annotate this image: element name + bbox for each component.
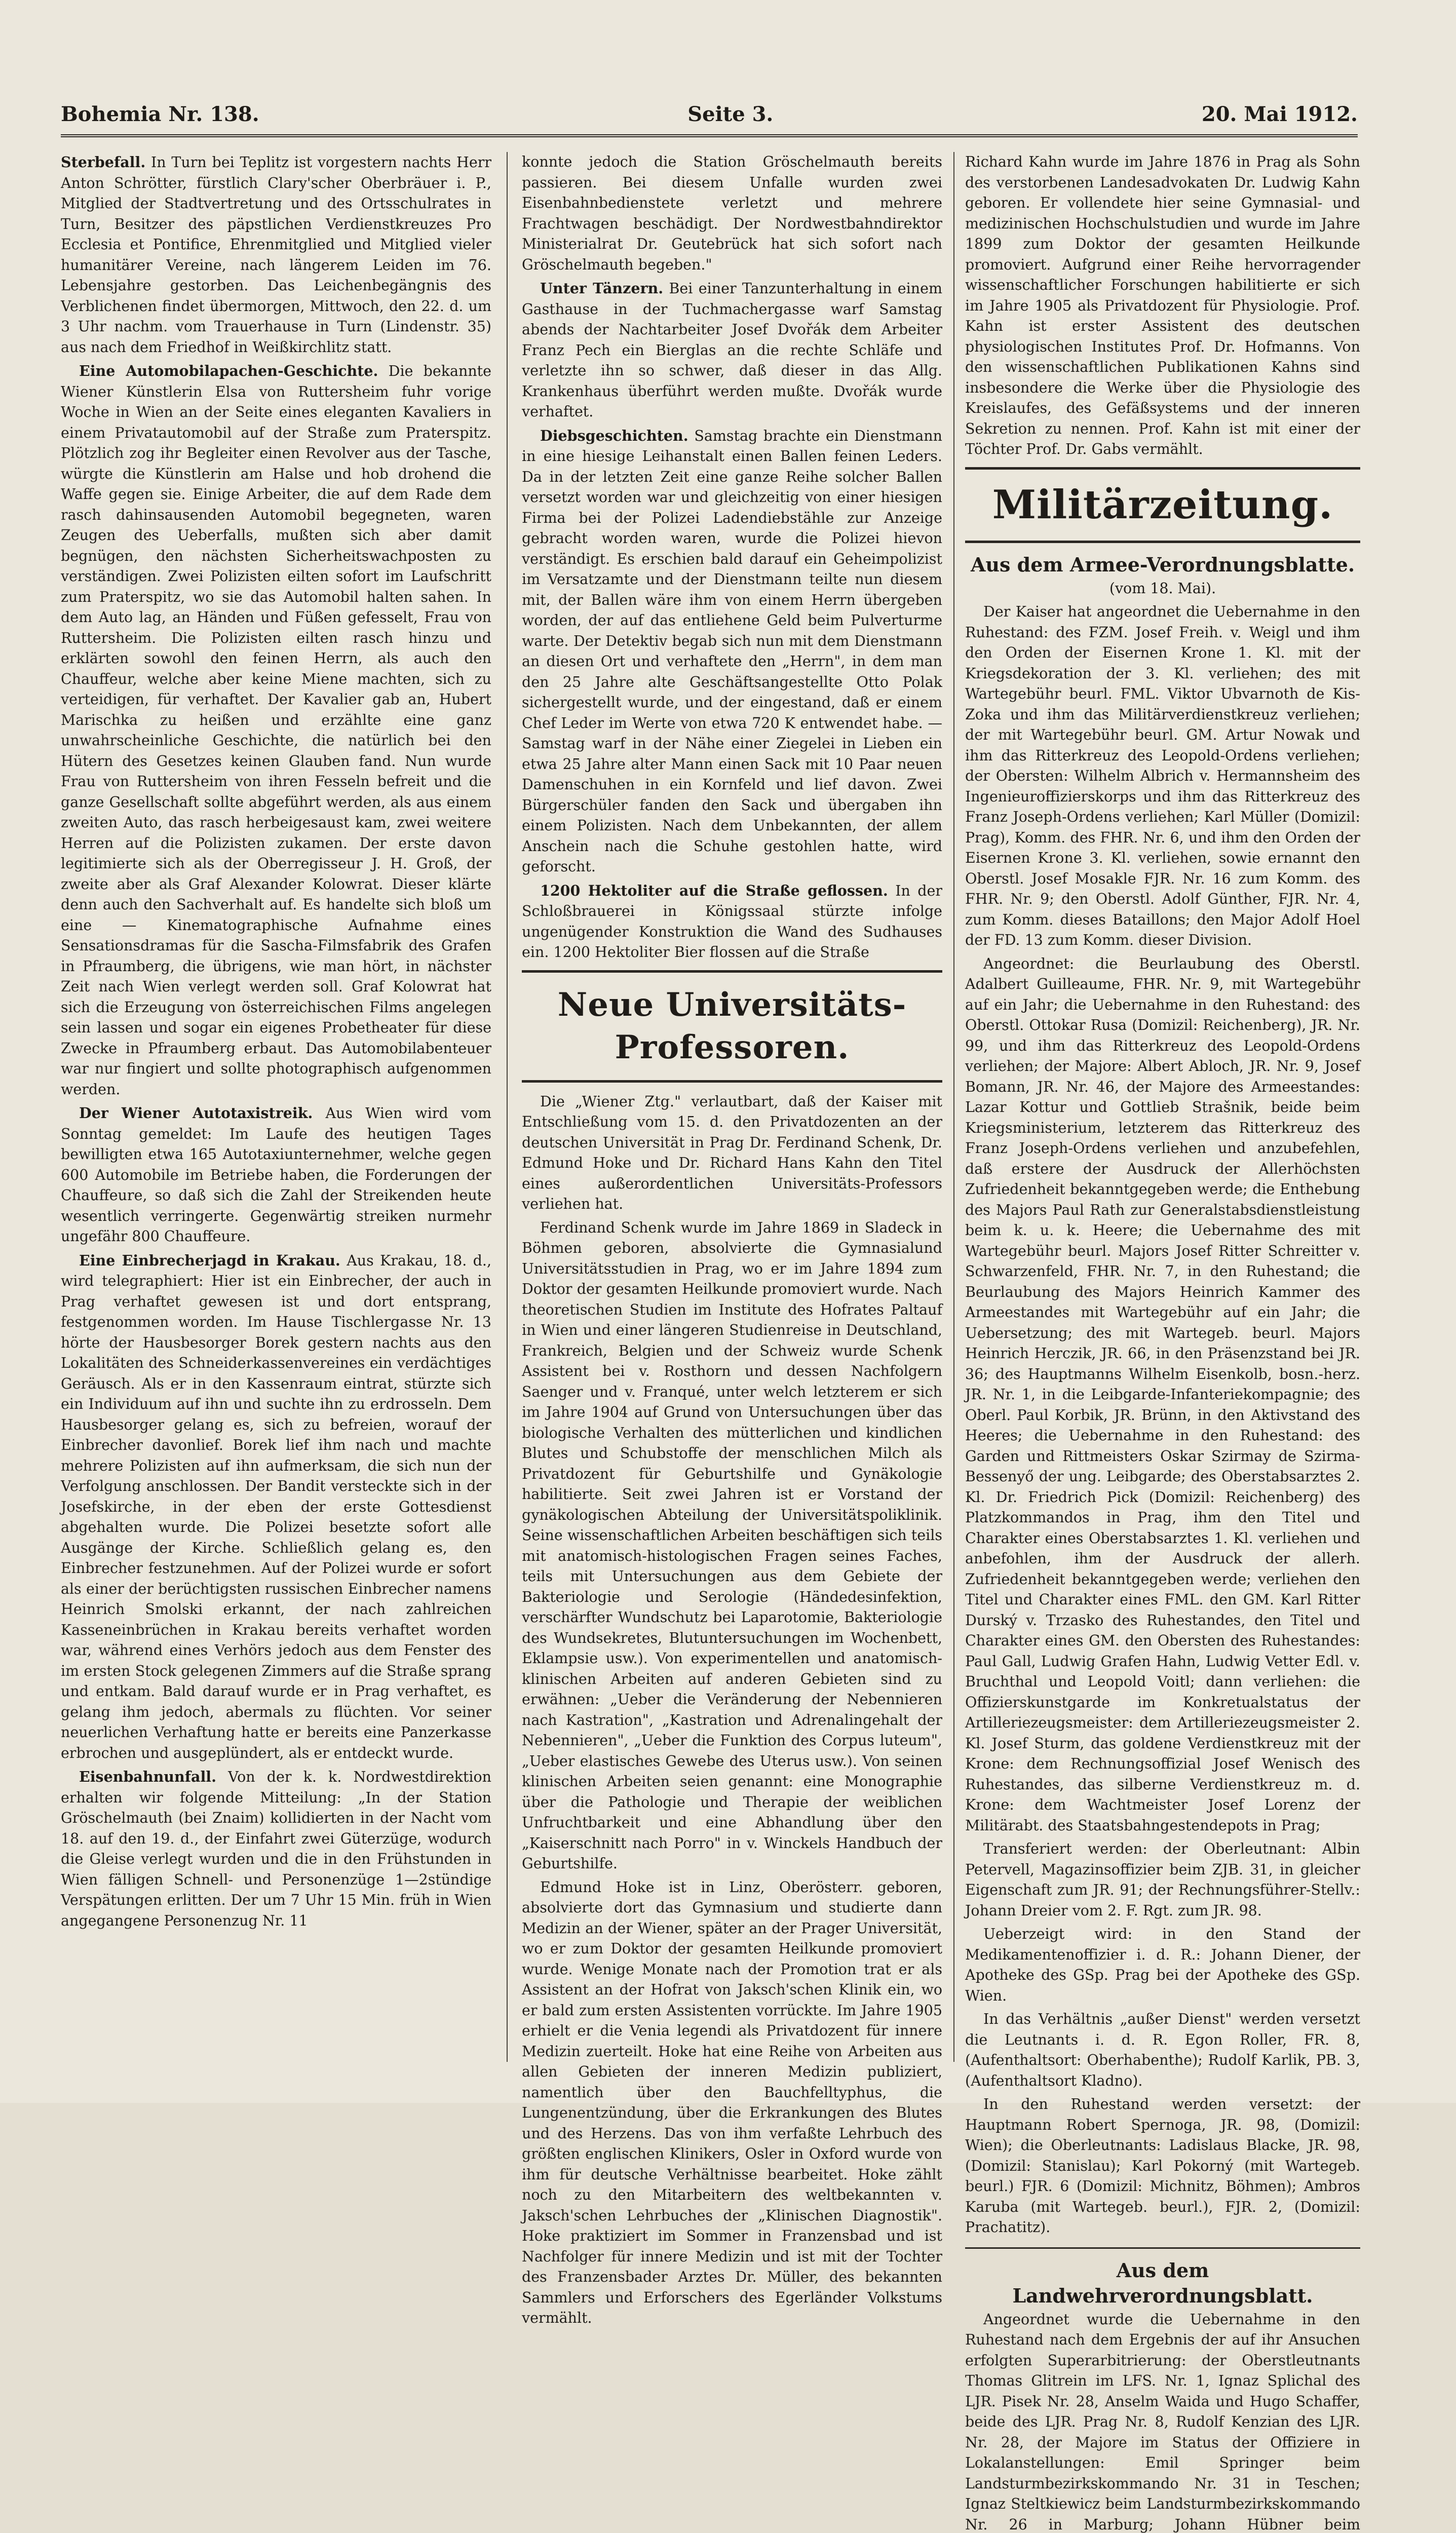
article-body: In Turn bei Teplitz ist vorgestern nachts Herr Anton Schrötter, fürstlich Clary'scher Oberbräuer i. P., Mitglied der Stadtvertretung und des Ortsschulrates in Turn, Besitzer des päpstlichen Verdienstkreuzes Pro Ecclesia et Pontifice, Ehrenmitglied und Mitglied vieler humanitärer Vereine, nach längerem Leiden im 76. Lebensjahre gestorben. Das Leichenbegängnis des Verblichenen findet übermorgen, Mittwoch, den 22. d. um 3 Uhr nachm. vom Trauerhause in Turn (Lindenstr. 35) aus nach dem Friedhof in Weißkirchlitz statt. xyxy=(61,154,491,356)
article-einbrecherjagd xyxy=(61,1250,491,1764)
article-body: Aus Wien wird vom Sonntag gemeldet: Im Laufe des heutigen Tages bewilligten etwa 165 Autotaxiunternehmer, welche gegen 600 Automobile im Betriebe haben, die Forderungen der Chauffeure, so daß sich die Zahl der Streikenden heute wesentlich verringerte. Gegenwärtig streiken nurmehr ungefähr 800 Chauffeure. xyxy=(61,1105,491,1245)
article-heading: Diebsgeschichten. xyxy=(540,427,688,444)
column-1 xyxy=(61,152,491,2067)
page-header xyxy=(61,94,1358,137)
article-unter-taenzern xyxy=(522,278,942,423)
article-hoke: Edmund Hoke ist in Linz, Oberösterr. geboren, absolvierte dort das Gymnasium und studierte dann Medizin an der Wiener, später an der Prager Universität, wo er zum Doktor der gesamten Heilkunde promoviert wurde. Wenige Monate nach der Promotion trat er als Assistent an der Hofrat von Jaksch'schen Klinik ein, wo er bald zum ersten Assistenten vorrückte. Im Jahre 1905 erhielt er die Venia legendi als Privatdozent für innere Medizin zuerteilt. Hoke hat eine Reihe von Arbeiten aus allen Gebieten der inneren Medizin publiziert, namentlich über den Bauchfelltyphus, die Lungenentzündung, über die Erkrankungen des Blutes und des Herzens. Das von ihm verfaßte Lehrbuch des größten englischen Klinikers, Osler in Oxford wurde von ihm für deutsche Verhältnisse bearbeitet. Hoke zählt noch zu den Mitarbeitern des weltbekannten v. Jaksch'schen Lehrbuches der „Klinischen Diagnostik". Hoke praktiziert im Sommer in Franzensbad und ist Nachfolger für innere Medizin und ist mit der Tochter des Franzensbader Arztes Dr. Müller, des bekannten Sammlers und Erforschers des Egerländer Volkstums vermählt. xyxy=(522,1877,942,2329)
article-eisenbahnunfall-cont: konnte jedoch die Station Gröschelmauth bereits passieren. Bei diesem Unfalle wurden zwei Eisenbahnbedienstete verletzt und mehrere Frachtwagen beschädigt. Der Nordwestbahndirektor Ministerialrat Dr. Geutebrück hat sich sofort nach Gröschelmauth begeben." xyxy=(522,152,942,275)
article-body: Aus Krakau, 18. d., wird telegraphiert: Hier ist ein Einbrecher, der auch in Prag verhaftet gewesen ist und dort entsprang, festgenommen worden. Im Hause Tischlergasse Nr. 13 hörte der Hausbesorger Borek gestern nachts aus den Lokalitäten des Schneiderkassenvereines ein verdächtiges Geräusch. Als er in den Kassenraum eintrat, stürzte sich ein Individuum auf ihn und suchte ihn zu erdrosseln. Dem Hausbesorger gelang es, sich zu befreien, worauf der Einbrecher davonlief. Borek lief ihm nach und machte mehrere Polizisten auf ihn aufmerksam, die sich nun der Verfolgung anschlossen. Der Bandit versteckte sich in der Josefskirche, in der eben der erste Gottesdienst abgehalten wurde. Die Polizei besetzte sofort alle Ausgänge der Kirche. Schließlich gelang es, den Einbrecher festzunehmen. Auf der Polizei wurde er sofort als einer der berüchtigsten russischen Einbrecher namens Heinrich Smolski erkannt, der nach zahlreichen Kasseneinbrüchen in Krakau bereits verhaftet worden war, während eines Verhörs jedoch aus dem Fenster des im ersten Stock gelegenen Zimmers auf die Straße sprang und entkam. Bald darauf wurde er in Prag verhaftet, es gelang ihm jedoch, abermals zu flüchten. Vor seiner neuerlichen Verhaftung hatte er bereits eine Panzerkasse erbrochen und ausgeplündert, als er entdeckt wurde. xyxy=(61,1252,491,1761)
article-hektoliter xyxy=(522,880,942,963)
page-number: Seite 3. xyxy=(687,102,773,126)
article-body: Die bekannte Wiener Künstlerin Elsa von Ruttersheim fuhr vorige Woche in Wien an der Seite eines eleganten Kavaliers in einem Privatautomobil auf der Straße zum Praterspitz. Plötzlich zog ihr Begleiter einen Revolver aus der Tasche, würgte die Künstlerin am Halse und hob drohend die Waffe gegen sie. Einige Arbeiter, die auf dem Rade dem rasch dahinsausenden Automobil begegneten, waren Zeugen des Ueberfalls, mußten sich aber damit begnügen, den nächsten Sicherheitswachposten zu verständigen. Zwei Polizisten eilten sofort im Laufschritt zum Praterspitz, wo sie das Automobil halten sahen. In dem Auto lag, an Händen und Füßen gefesselt, Frau von Ruttersheim. Die Polizisten eilten rasch hinzu und erklärten sowohl den feinen Herrn, als auch den Chauffeur, welche aber keine Miene machten, sich zu verteidigen, für verhaftet. Der Kavalier gab an, Hubert Marischka zu heißen und erzählte eine ganz unwahrscheinliche Geschichte, die natürlich bei den Hütern des Gesetzes keinen Glauben fand. Nun wurde Frau von Ruttersheim von ihren Fesseln befreit und die ganze Gesellschaft sollte abgeführt werden, als aus einem zweiten Auto, das rasch herbeigesaust kam, zwei weitere Herren auf die Polizisten zukamen. Der erste davon legitimierte sich als der Oberregisseur J. H. Groß, der zweite aber als Graf Alexander Kolowrat. Dieser klärte denn auch den Sachverhalt auf. Es handelte sich bloß um eine — Kinematographische Aufnahme eines Sensationsdramas für die Sascha-Filmsfabrik des Grafen in Pfraumberg, die übrigens, wie man hört, in nächster Zeit nach Wien verlegt werden soll. Graf Kolowrat hat sich die Erzeugung von österreichischen Films angelegen sein lassen und sogar ein eigenes Probetheater für diese Zwecke in Pfraumberg erbaut. Das Automobilabenteuer war nur fingiert und sollte photographisch aufgenommen werden. xyxy=(61,363,491,1098)
issue-date: 20. Mai 1912. xyxy=(1202,102,1358,126)
article-kahn: Richard Kahn wurde im Jahre 1876 in Prag als Sohn des verstorbenen Landesadvokaten Dr. Ludwig Kahn geboren. Er vollendete hier seine Gymnasial- und medizinischen Hochschulstudien und wurde im Jahre 1899 zum Doktor der gesamten Heilkunde promoviert. Aufgrund einer Reihe hervorragender wissenschaftlicher Forschungen habilitierte er sich im Jahre 1905 als Privatdozent für Physiologie. Prof. Kahn ist erster Assistent des deutschen physiologischen Institutes Prof. Dr. Hofmanns. Von den wissenschaftlichen Publikationen Kahns sind insbesondere die Werke über die Physiologie des Kreislaufes, des Gefäßsystems und der inneren Sekretion zu nennen. Prof. Kahn ist mit einer der Töchter Prof. Dr. Gabs vermählt. xyxy=(965,152,1360,460)
subsection-armee-verordnungsblatt: Aus dem Armee-Verordnungsblatte. xyxy=(965,552,1360,578)
military-paragraph: Transferiert werden: der Oberleutnant: Albin Petervell, Magazinsoffizier beim ZJB. 31, in gleicher Eigenschaft zum JR. 91; der Rechnungsführer-Stellv.: Johann Dreier vom 2. F. Rgt. zum JR. 98. xyxy=(965,1839,1360,1921)
column-2 xyxy=(522,152,942,2067)
article-heading: 1200 Hektoliter auf die Straße geflossen. xyxy=(540,882,888,899)
article-professoren-intro: Die „Wiener Ztg." verlautbart, daß der Kaiser mit Entschließung vom 15. d. den Privatdozenten an der deutschen Universität in Prag Dr. Ferdinand Schenk, Dr. Edmund Hoke und Dr. Richard Hans Kahn den Titel eines außerordentlichen Universitäts-Professors verliehen hat. xyxy=(522,1092,942,1215)
article-body: Samstag brachte ein Dienstmann in eine hiesige Leihanstalt einen Ballen feinen Leders. Da in der letzten Zeit eine ganze Reihe solcher Ballen versetzt worden war und gleichzeitig von einer hiesigen Firma bei der Polizei Ladendiebstähle zur Anzeige gebracht worden waren, wurde die Polizei hievon verständigt. Es erschien bald darauf ein Geheimpolizist im Versatzamte und der Dienstmann teilte nun diesem mit, der Ballen wäre ihm von einem Herrn übergeben worden, der auf das entliehene Geld beim Pulverturme warte. Der Detektiv begab sich nun mit dem Dienstmann an diesen Ort und verhaftete den „Herrn", in dem man den 25 Jahre alte Geschäftsangestellte Otto Polak sichergestellt wurde, und der eingestand, daß er einem Chef Leder im Werte von etwa 720 K entwendet habe. — Samstag warf in der Nähe einer Ziegelei in Lieben ein etwa 25 Jahre alter Mann einen Sack mit 10 Paar neuen Damenschuhen in ein Kornfeld und lief davon. Zwei Bürgerschüler fanden den Sack und übergaben ihn einem Polizisten. Nach dem Unbekannten, der allem Anschein nach die Schuhe gestohlen hatte, wird geforscht. xyxy=(522,428,942,875)
article-heading: Eine Einbrecherjagd in Krakau. xyxy=(79,1252,340,1269)
subsection-landwehr-verordnungsblatt: Aus dem Landwehrverordnungsblatt. xyxy=(965,2258,1360,2309)
column-3 xyxy=(965,152,1360,2067)
article-heading: Unter Tänzern. xyxy=(540,280,663,297)
article-body: Von der k. k. Nordwestdirektion erhalten wir folgende Mitteilung: „In der Station Gröschelmauth (bei Znaim) kollidierten in der Nacht vom 18. auf den 19. d., der Einfahrt zwei Güterzüge, wodurch die Gleise verlegt wurden und die in den Frühstunden in Wien fälligen Schnell- und Personenzüge 1—2stündige Verspätungen erlitten. Der um 7 Uhr 15 Min. früh in Wien angegangene Personenzug Nr. 11 xyxy=(61,1769,491,1929)
military-paragraph: Angeordnet: die Beurlaubung des Oberstl. Adalbert Guilleaume, FHR. Nr. 9, mit Wartegebühr auf ein Jahr; die Uebernahme in den Ruhestand: des Oberstl. Ottokar Rusa (Domizil: Reichenberg), JR. Nr. 99, und ihm das Ritterkreuz des Leopold-Ordens verliehen; der Majore: Albert Abloch, JR. Nr. 9, Josef Bomann, JR. Nr. 46, der Majore des Armeestandes: Lazar Kottur und Gottlieb Strašnik, beide beim Kriegsministerium, letzterem das Ritterkreuz des Franz Joseph-Ordens verliehen und anzubefehlen, daß erstere der Ausdruck der Allerhöchsten Zufriedenheit bekanntgegeben werde; die Enthebung des Majors Paul Rath zur Generalstabsdienstleistung beim k. u. k. Heere; die Uebernahme des mit Wartegebühr beurl. Majors Josef Ritter Schreitter v. Schwarzenfeld, FHR. Nr. 7, in den Ruhestand; die Beurlaubung des Majors Heinrich Kammer des Armeestandes mit Wartegebühr auf ein Jahr; die Uebersetzung; des mit Wartegeb. beurl. Majors Heinrich Herczik, JR. 66, in den Präsenzstand bei JR. 36; des Hauptmanns Wilhelm Eisenkolb, bosn.-herz. JR. Nr. 1, in die Leibgarde-Infanteriekompagnie; des Oberl. Paul Korbik, JR. Brünn, in den Aktivstand des Heeres; die Uebernahme in den Ruhestand: des Garden und Rittmeisters Oskar Szirmay de Szirma-Bessenyő der ung. Leibgarde; des Oberstabsarztes 2. Kl. Dr. Friedrich Pick (Domizil: Reichenberg) des Platzkommandos in Prag, ihm den Titel und Charakter eines Oberstabsarztes 1. Kl. verliehen und anbefohlen, ihm der Ausdruck der allerh. Zufriedenheit bekanntgegeben werde; verliehen den Titel und Charakter eines FML. den GM. Karl Ritter Durský v. Trzasko des Ruhestandes, den Titel und Charakter eines GM. den Obersten des Ruhestandes: Paul Gall, Ludwig Grafen Hahn, Ludwig Vetter Edl. v. Bruchthal und Leopold Voitl; dann verliehen: die Offizierskunstgarde im Konkretualstatus der Artilleriezeugsmeister: dem Artilleriezeugsmeister 2. Kl. Josef Sturm, das goldene Verdienstkreuz mit der Krone: dem Rechnungsoffizial Josef Wenisch des Ruhestandes, das silberne Verdienstkreuz m. d. Krone: dem Wachtmeister Josef Lorenz der Militärabt. des Staatsbahngestendepots in Prag; xyxy=(965,954,1360,1836)
article-eisenbahnunfall xyxy=(61,1767,491,1931)
military-paragraph: In das Verhältnis „außer Dienst" werden versetzt die Leutnants i. d. R. Egon Roller, FR. 8, (Aufenthaltsort: Oberhabenthe); Rudolf Karlik, PB. 3, (Aufenthaltsort Kladno). xyxy=(965,2009,1360,2091)
article-heading: Der Wiener Autotaxistreik. xyxy=(79,1104,313,1122)
military-paragraph: Ueberzeigt wird: in den Stand der Medikamentenoffizier i. d. R.: Johann Diener, der Apotheke des GSp. Prag bei der Apotheke des GSp. Wien. xyxy=(965,1924,1360,2006)
article-diebsgeschichten xyxy=(522,426,942,877)
article-sterbefall xyxy=(61,152,491,358)
article-body: In der Schloßbrauerei in Königssaal stürzte infolge ungenügender Konstruktion die Wand des Sudhauses ein. 1200 Hektoliter Bier flossen auf die Straße xyxy=(522,882,942,961)
military-paragraph: In den Ruhestand werden versetzt: der Hauptmann Robert Spernoga, JR. 98, (Domizil: Wien); die Oberleutnants: Ladislaus Blacke, JR. 98, (Domizil: Stanislau); Karl Pokorný (mit Wartegeb. beurl.) FJR. 6 (Domizil: Michnitz, Böhmen); Ambros Karuba (mit Wartegeb. beurl.), FJR. 2, (Domizil: Prachatitz). xyxy=(965,2094,1360,2238)
article-body: Bei einer Tanzunterhaltung in einem Gasthause in der Tuchmachergasse warf Samstag abends der Nachtarbeiter Josef Dvořák dem Arbeiter Franz Pech ein Bierglas an die rechte Schläfe und verletzte ihn so schwer, daß dieser in das Allg. Krankenhaus überführt werden mußte. Dvořák wurde verhaftet. xyxy=(522,280,942,420)
section-title-professoren: Neue Universitäts-Professoren. xyxy=(522,970,942,1083)
article-heading: Sterbefall. xyxy=(61,153,145,171)
military-paragraph: Angeordnet wurde die Uebernahme in den Ruhestand nach dem Ergebnis der auf ihr Ansuchen erfolgten Superarbitrierung: der Oberstleutnants Thomas Glitrein im LFS. Nr. 1, Ignaz Splichal des LJR. Pisek Nr. 28, Anselm Waida und Hugo Schaffer, beide des LJR. Prag Nr. 8, Rudolf Kenzian des LJR. Nr. 28, der Majore im Status der Offiziere in Lokalanstellungen: Emil Springer beim Landsturmbezirkskommando Nr. 31 in Teschen; Ignaz Steltkiewicz beim Landsturmbezirkskommando Nr. 26 in Marburg; Johann Hübner beim xyxy=(965,2310,1360,2533)
section-divider xyxy=(965,2247,1360,2249)
military-paragraph: Der Kaiser hat angeordnet die Uebernahme in den Ruhestand: des FZM. Josef Freih. v. Weigl und ihm den Orden der Eisernen Krone 1. Kl. mit der Kriegsdekoration der 3. Kl. verliehen; des mit Wartegebühr beurl. FML. Viktor Ubvarnoth de Kis-Zoka und ihm das Militärverdienstkreuz verliehen; der mit Wartegebühr beurl. GM. Artur Nowak und ihm das Ritterkreuz des Leopold-Ordens verliehen; der Obersten: Wilhelm Albrich v. Hermannsheim des Ingenieuroffizierskorps und ihm das Ritterkreuz des Franz Joseph-Ordens verliehen; Karl Müller (Domizil: Prag), Komm. des FHR. Nr. 6, und ihm den Orden der Eisernen Krone 3. Kl. verliehen, sowie ernannt den Oberstl. Josef Mosakle FJR. Nr. 16 zum Komm. des FHR. Nr. 9; den Oberstl. Adolf Günther, FJR. Nr. 4, zum Komm. dieses Bataillons; den Major Adolf Hoel der FD. 13 zum Komm. dieser Division. xyxy=(965,602,1360,951)
article-heading: Eine Automobilapachen-Geschichte. xyxy=(79,362,378,379)
subsection-date: (vom 18. Mai). xyxy=(965,579,1360,599)
issue-label: Bohemia Nr. 138. xyxy=(61,102,259,126)
article-schenk: Ferdinand Schenk wurde im Jahre 1869 in Sladeck in Böhmen geboren, absolvierte die Gymnasialund Universitätsstudien in Prag, wo er im Jahre 1894 zum Doktor der gesamten Heilkunde promoviert wurde. Nach theoretischen Studien im Institute des Hofrates Paltauf in Wien und einer längeren Studienreise in Deutschland, Frankreich, Belgien und der Schweiz wurde Schenk Assistent bei v. Rosthorn und dessen Nachfolgern Saenger und v. Franqué, unter welch letzterem er sich im Jahre 1904 auf Grund von Untersuchungen über das biologische Verhalten des mütterlichen und kindlichen Blutes und Schubstoffe der menschlichen Milch als Privatdozent für Geburtshilfe und Gynäkologie habilitierte. Seit zwei Jahren ist er Vorstand der gynäkologischen Abteilung der Universitätspoliklinik. Seine wissenschaftlichen Arbeiten beschäftigen sich teils mit anatomisch-histologischen Fragen seines Faches, teils mit Untersuchungen aus dem Gebiete der Bakteriologie und Serologie (Händedesinfektion, verschärfter Wundschutz bei Laparotomie, Bakteriologie des Wundsekretes, Blutuntersuchungen im Wochenbett, Eklampsie usw.). Von experimentellen und anatomisch-klinischen Arbeiten auf anderen Gebieten sind zu erwähnen: „Ueber die Veränderung der Nebennieren nach Kastration", „Kastration und Adrenalingehalt der Nebennieren", „Ueber die Funktion des Corpus luteum", „Ueber elastisches Gewebe des Uterus usw.). Von seinen klinischen Arbeiten seien genannt: eine Monographie über die Pathologie und Therapie der weiblichen Unfruchtbarkeit und eine Abhandlung über den „Kaiserschnitt nach Porro" in v. Winckels Handbuch der Geburtshilfe. xyxy=(522,1218,942,1874)
article-autotaxistreik xyxy=(61,1103,491,1247)
article-heading: Eisenbahnunfall. xyxy=(79,1768,216,1785)
section-title-militaerzeitung: Militärzeitung. xyxy=(965,467,1360,543)
article-automobil xyxy=(61,361,491,1100)
column-rule xyxy=(507,152,508,2062)
column-rule xyxy=(953,152,954,2062)
